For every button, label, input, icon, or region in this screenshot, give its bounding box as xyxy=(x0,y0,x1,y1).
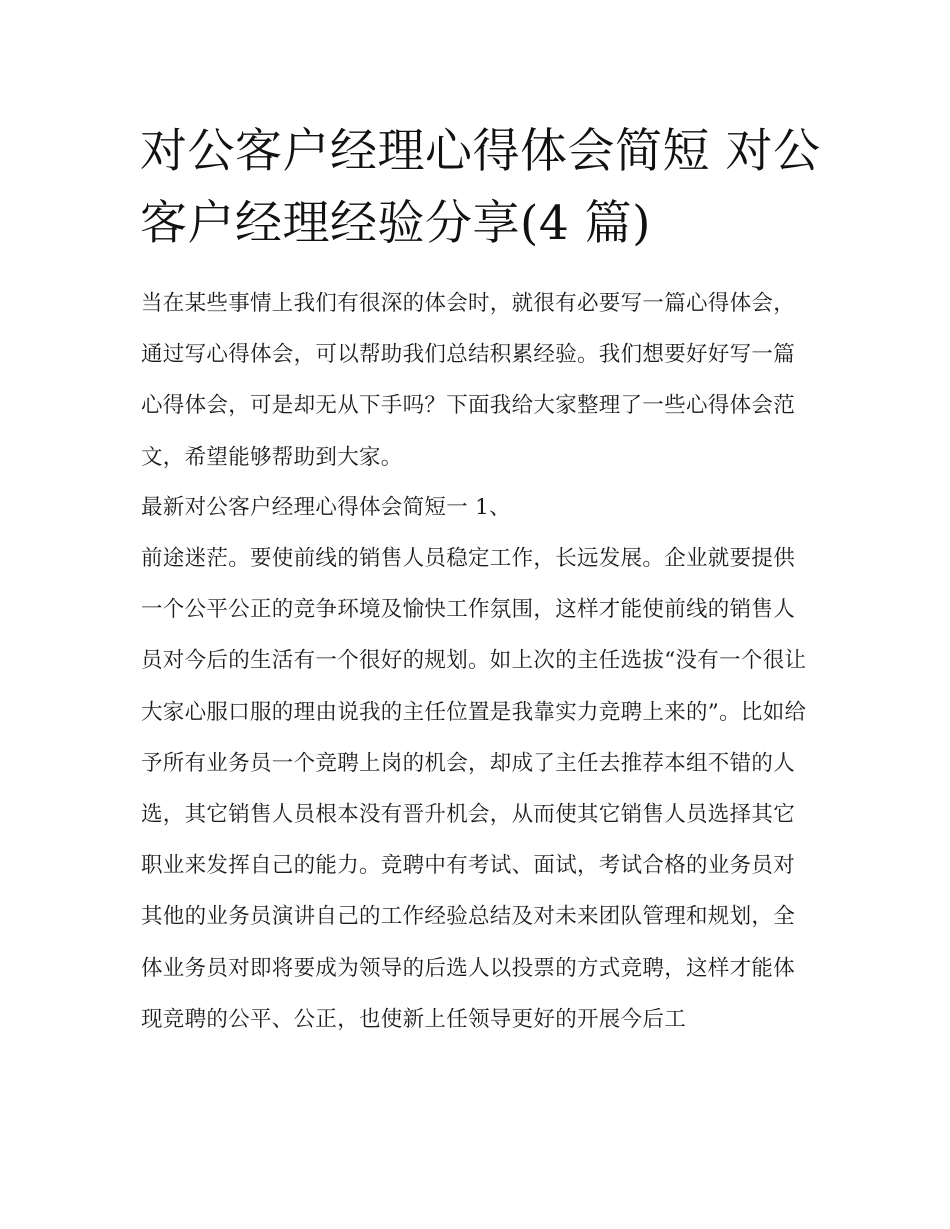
document-title: 对公客户经理心得体会简短 对公客户经理经验分享(4 篇) xyxy=(140,124,821,251)
intro-paragraph: 当在某些事情上我们有很深的体会时，就很有必要写一篇心得体会，通过写心得体会，可以帮助我们总结积累经验。我们想要好好写一篇心得体会，可是却无从下手吗？下面我给大家整理了一些心得体会范文，希望能够帮助到大家。 xyxy=(141,291,796,470)
section-heading: 最新对公客户经理心得体会简短一 1、 xyxy=(141,495,511,520)
body-paragraph: 前途迷茫。要使前线的销售人员稳定工作，长远发展。企业就要提供一个公平公正的竞争环境及愉快工作氛围，这样才能使前线的销售人员对今后的生活有一个很好的规划。如上次的主任选拔“没有一个很让大家心服口服的理由说我的主任位置是我靠实力竞聘上来的”。比如给予所有业务员一个竞聘上岗的机会，却成了主任去推荐本组不错的人选，其它销售人员根本没有晋升机会，从而使其它销售人员选择其它职业来发挥自己的能力。竞聘中有考试、面试，考试合格的业务员对其他的业务员演讲自己的工作经验总结及对未来团队管理和规划，全体业务员对即将要成为领导的后选人以投票的方式竞聘，这样才能体现竞聘的公平、公正，也使新上任领导更好的开展今后工 xyxy=(141,546,807,1032)
